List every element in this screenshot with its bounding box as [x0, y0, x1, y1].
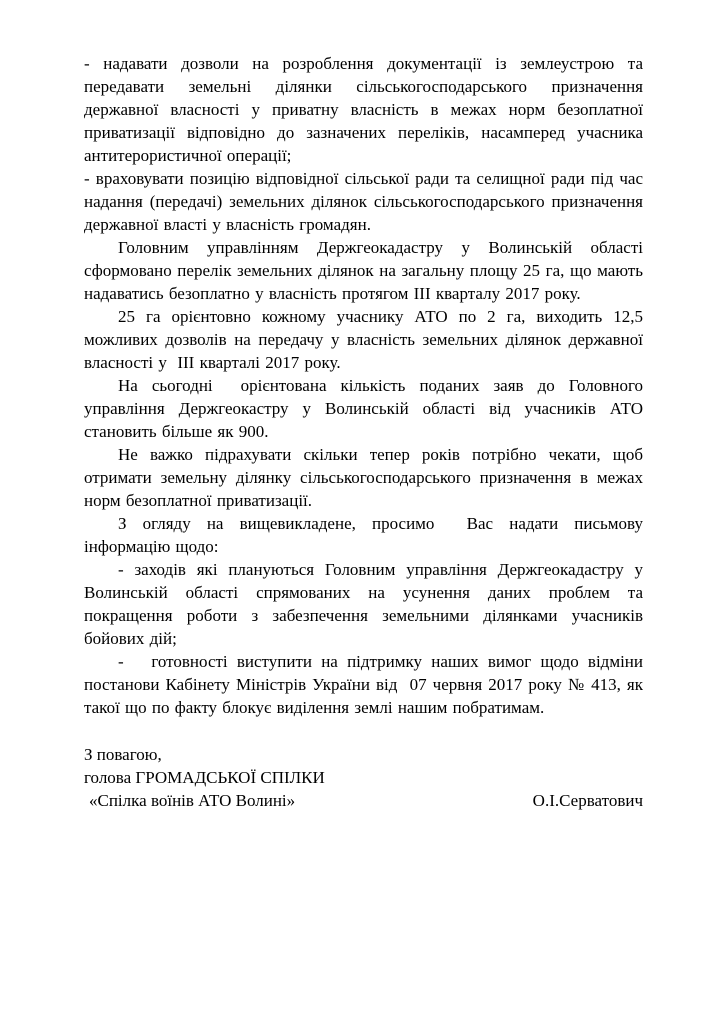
signature-row	[84, 789, 643, 812]
body-paragraph-5: На сьогодні орієнтована кількість поданих заяв до Головного управління Держгеокастру у Волинській області від учасників АТО становить більше як 900.	[84, 376, 643, 441]
closing-block	[84, 743, 643, 812]
body-paragraph-2: - враховувати позицію відповідної сільської ради та селищної ради під час надання (передачі) земельних ділянок сільськогосподарського призначення державної власті у власність громадян.	[84, 169, 643, 234]
body-paragraph-3: Головним управлінням Держгеокадастру у Волинській області сформовано перелік земельних ділянок на загальну площу 25 га, що мають надаватись безоплатно у власність протягом ІІІ кварталу 2017 року.	[84, 238, 643, 303]
body-paragraph-1: - надавати дозволи на розроблення документації із землеустрою та передавати земельні ділянки сільськогосподарського призначення державної власності у приватну власність в межах норм безоплатної приватизації відповідно до зазначених переліків, насамперед учасника антитерористичної операції;	[84, 54, 643, 165]
body-paragraph-6: Не важко підрахувати скільки тепер років потрібно чекати, щоб отримати земельну ділянку сільськогосподарського призначення в межах норм безоплатної приватизації.	[84, 445, 643, 510]
signer-name: О.І.Серватович	[532, 791, 643, 810]
closing-salutation: З повагою,	[84, 745, 162, 764]
body-paragraph-4: 25 га орієнтовно кожному учаснику АТО по 2 га, виходить 12,5 можливих дозволів на передачу у власність земельних ділянок державної власності у ІІІ кварталі 2017 року.	[84, 307, 643, 372]
letter-body	[84, 52, 643, 812]
signer-organization: «Спілка воїнів АТО Волині»	[89, 791, 296, 810]
body-paragraph-7: З огляду на вищевикладене, просимо Вас надати письмову інформацію щодо:	[84, 514, 643, 556]
body-paragraph-8: - заходів які плануються Головним управління Держгеокадастру у Волинській області спрямованих на усунення даних проблем та покращення роботи з забезпечення земельними ділянками учасників бойових дій;	[84, 560, 643, 648]
signer-title: голова ГРОМАДСЬКОЇ СПІЛКИ	[84, 768, 325, 787]
body-paragraph-9: - готовності виступити на підтримку наших вимог щодо відміни постанови Кабінету Міністрів України від 07 червня 2017 року № 413, як такої що по факту блокує виділення землі нашим побратимам.	[84, 652, 643, 717]
